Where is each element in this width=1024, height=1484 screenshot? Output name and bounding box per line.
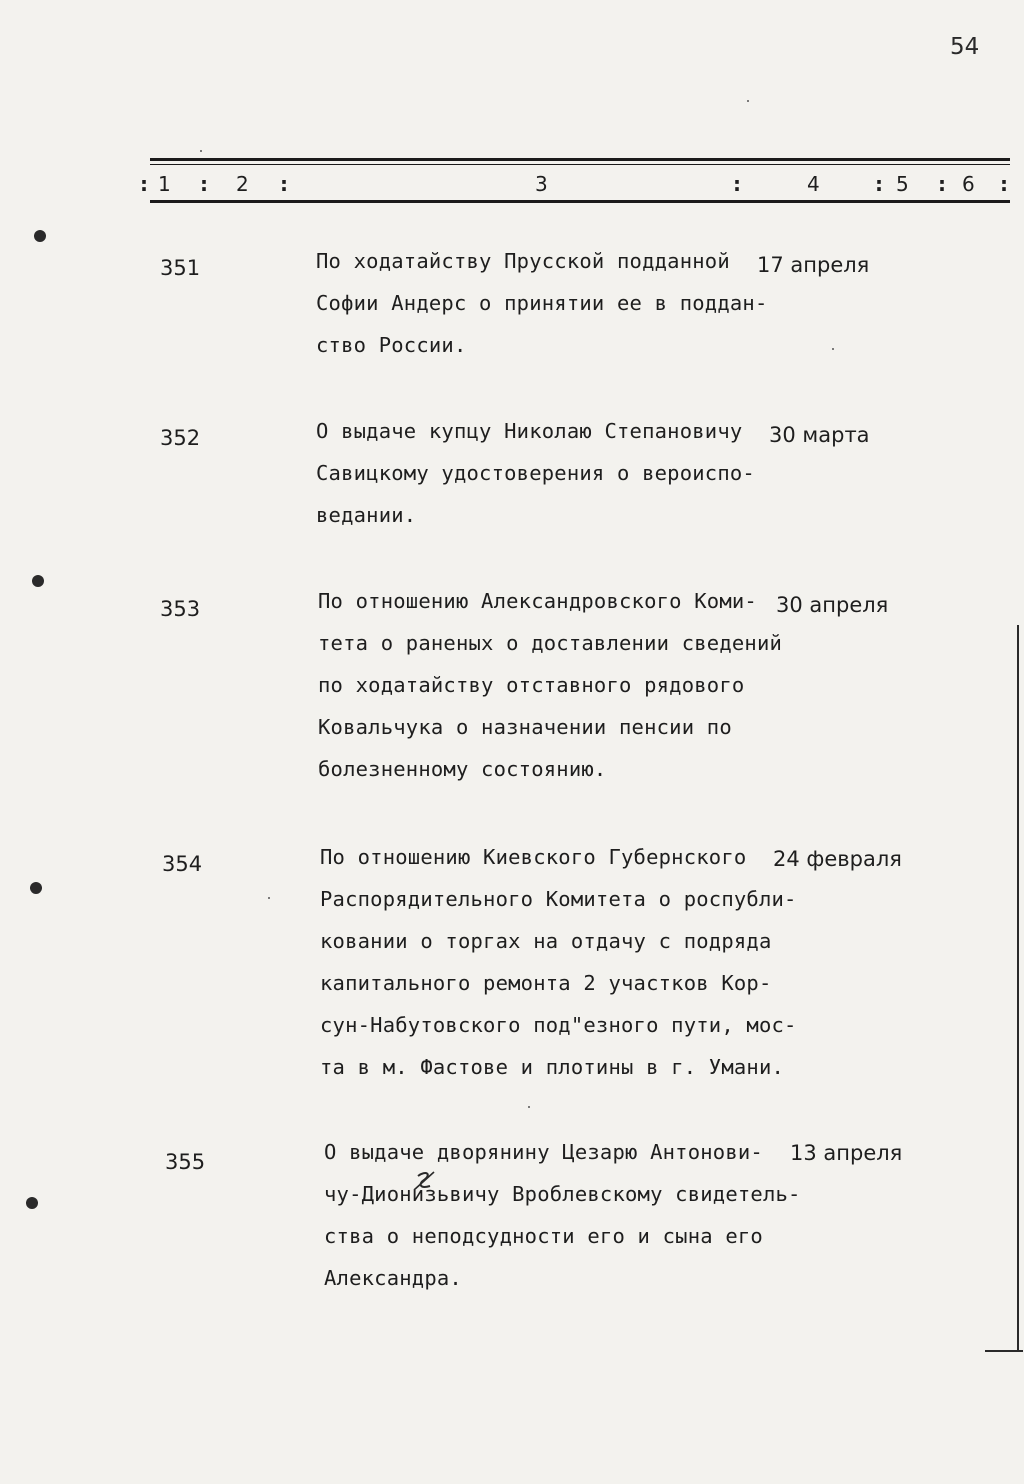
column-separator: : [140,172,148,196]
text-line: По отношению Александровского Коми- [318,589,757,613]
header-rule-top-thin [150,164,1010,165]
text-line: Ковальчука о назначении пенсии по [318,715,732,739]
text-line: по ходатайству отставного рядового [318,673,745,697]
text-line: ковании о торгах на отдачу с подряда [320,929,772,953]
text-line: По ходатайству Прусской подданной [316,249,730,273]
entry-number: 351 [160,256,201,280]
text-line: та в м. Фастове и плотины в г. Умани. [320,1055,785,1079]
entry-description [292,580,812,790]
text-line: сун-Набутовского под"езного пути, мос- [320,1013,797,1037]
entry-description [290,410,810,536]
entry-date: 30 апреля [776,593,889,617]
column-header-4: 4 [807,172,820,196]
entry-number: 355 [165,1150,206,1174]
column-header-5: 5 [896,172,909,196]
punch-hole [34,230,46,242]
punch-hole [30,882,42,894]
entry-number: 353 [160,597,201,621]
entry-number: 354 [162,852,203,876]
text-line: тета о раненых о доставлении сведений [318,631,783,655]
column-header-2: 2 [236,172,249,196]
column-header-1: 1 [158,172,171,196]
scan-speck [832,348,834,350]
scan-speck [268,897,270,899]
text-line: чу-Дионизьвичу Вроблевскому свидетель- [324,1182,801,1206]
entry-description [298,1131,818,1299]
column-separator: : [875,172,883,196]
handwritten-correction-mark [410,1162,440,1194]
column-header-6: 6 [962,172,975,196]
entry-date: 13 апреля [790,1141,903,1165]
text-line: О выдаче дворянину Цезарю Антонови- [324,1140,763,1164]
punch-hole [32,575,44,587]
text-line: ведании. [316,503,417,527]
page-number: 54 [950,34,980,60]
text-line: Софии Андерс о принятии ее в поддан- [316,291,768,315]
scan-speck [528,1106,530,1108]
text-line: Распорядительного Комитета о роспубли- [320,887,797,911]
entry-description [294,836,814,1088]
header-rule-top [150,158,1010,161]
text-line: Александра. [324,1266,462,1290]
header-rule-bottom [150,200,1010,203]
entry-number: 352 [160,426,201,450]
page-edge-line [1017,625,1019,1350]
entry-description [290,240,810,366]
text-line: болезненному состоянию. [318,757,607,781]
entry-date: 30 марта [769,423,870,447]
entry-date: 17 апреля [757,253,870,277]
entry-date: 24 февраля [773,847,902,871]
scan-speck [747,100,749,102]
punch-hole [26,1197,38,1209]
column-header-3: 3 [535,172,548,196]
text-line: ство России. [316,333,467,357]
scan-speck [200,150,202,152]
text-line: ства о неподсудности его и сына его [324,1224,763,1248]
page-edge-line [985,1350,1023,1352]
text-line: По отношению Киевского Губернского [320,845,747,869]
column-separator: : [1000,172,1008,196]
column-separator: : [200,172,208,196]
text-line: О выдаче купцу Николаю Степановичу [316,419,743,443]
text-line: капитального ремонта 2 участков Кор- [320,971,772,995]
column-separator: : [280,172,288,196]
column-separator: : [733,172,741,196]
text-line: Савицкому удостоверения о вероиспо- [316,461,755,485]
column-separator: : [938,172,946,196]
